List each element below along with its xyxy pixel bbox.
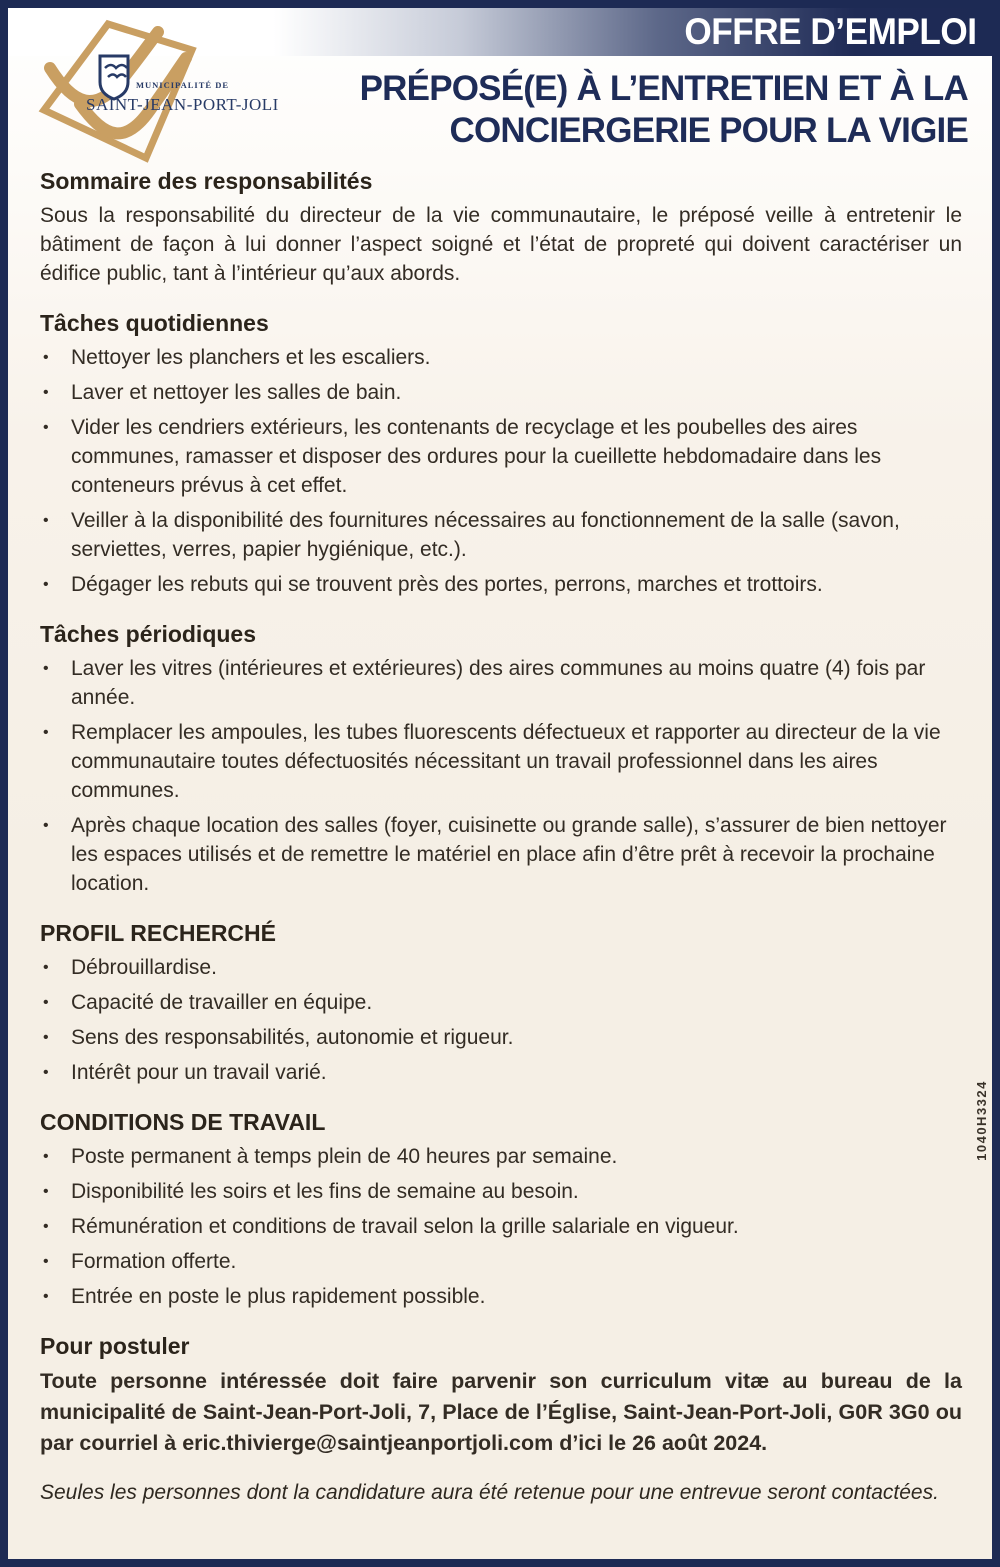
list-item: • Remplacer les ampoules, les tubes fluorescents défectueux et rapporter au directeur de la vie communautaire toutes défectuosités nécessitant un travail professionnel dans les aires communes. (40, 718, 962, 805)
municipality-logo (24, 16, 284, 176)
section-heading-sommaire: Sommaire des responsabilités (40, 168, 373, 194)
list-item: • Capacité de travailler en équipe. (40, 988, 962, 1017)
bullet-icon (40, 1142, 71, 1171)
list-item: • Laver les vitres (intérieures et extérieures) des aires communes au moins quatre (4) fois par année. (40, 654, 962, 712)
bullet-icon (40, 1212, 71, 1241)
bullet-icon (40, 378, 71, 407)
content (8, 152, 992, 1507)
list-item: • Disponibilité les soirs et les fins de semaine au besoin. (40, 1177, 962, 1206)
section-heading-taches-quotidiennes: Tâches quotidiennes (40, 310, 269, 336)
side-code-container (970, 1060, 992, 1180)
list-item: • Rémunération et conditions de travail selon la grille salariale en vigueur. (40, 1212, 962, 1241)
list-item: • Dégager les rebuts qui se trouvent près des portes, perrons, marches et trottoirs. (40, 570, 962, 599)
list-item: • Vider les cendriers extérieurs, les contenants de recyclage et les poubelles des aires communes, ramasser et disposer des ordures pour la cueillette hebdomadaire dans les conteneurs prévus à cet effet. (40, 413, 962, 500)
section-heading-taches-periodiques: Tâches périodiques (40, 621, 257, 647)
bullet-icon (40, 570, 71, 599)
bullet-icon (40, 811, 71, 898)
job-title-line1: PRÉPOSÉ(E) À L’ENTRETIEN ET À LA (359, 69, 968, 108)
bullet-icon (40, 1247, 71, 1276)
sommaire-paragraph: Sous la responsabilité du directeur de la vie communautaire, le préposé veille à entretenir le bâtiment de façon à lui donner l’aspect soigné et l’état de propreté qui doivent caractériser un édifice public, tant à l’intérieur qu’aux abords. (40, 204, 962, 285)
list-item: • Formation offerte. (40, 1247, 962, 1276)
list-item: • Veiller à la disponibilité des fournitures nécessaires au fonctionnement de la salle (savon, serviettes, verres, papier hygiénique, etc.). (40, 506, 962, 564)
list-item: • Nettoyer les planchers et les escaliers. (40, 343, 962, 372)
side-code: 1040H3324 (973, 1079, 989, 1161)
banner-title: OFFRE D’EMPLOI (683, 11, 976, 52)
list-item: • Laver et nettoyer les salles de bain. (40, 378, 962, 407)
list-item: • Intérêt pour un travail varié. (40, 1058, 962, 1087)
shield-icon (100, 56, 128, 99)
bullet-icon (40, 1177, 71, 1206)
job-title-line2: CONCIERGERIE POUR LA VIGIE (449, 111, 968, 150)
section-heading-profil: PROFIL RECHERCHÉ (40, 920, 276, 946)
bullet-icon (40, 1023, 71, 1052)
bullet-icon (40, 953, 71, 982)
footnote: Seules les personnes dont la candidature aura été retenue pour une entrevue seront contactées. (40, 1481, 939, 1504)
bullet-icon (40, 506, 71, 564)
logo-org-line1: MUNICIPALITÉ DE (136, 80, 230, 90)
logo-graphic (24, 16, 284, 176)
logo-org-line2: SAINT-JEAN-PORT-JOLI (86, 95, 279, 114)
bullet-icon (40, 343, 71, 372)
bullet-icon (40, 654, 71, 712)
section-heading-conditions: CONDITIONS DE TRAVAIL (40, 1109, 326, 1135)
section-heading-pour-postuler: Pour postuler (40, 1333, 190, 1359)
list-item: • Sens des responsabilités, autonomie et rigueur. (40, 1023, 962, 1052)
list-item: • Poste permanent à temps plein de 40 heures par semaine. (40, 1142, 962, 1171)
apply-paragraph: Toute personne intéressée doit faire parvenir son curriculum vitæ au bureau de la municipalité de Saint-Jean-Port-Joli, 7, Place de l’Église, Saint-Jean-Port-Joli, G0R 3G0 ou par courriel à eric.thivierge@saintjeanportjoli.com d’ici le 26 août 2024. (40, 1369, 962, 1455)
list-item: • Débrouillardise. (40, 953, 962, 982)
bullet-icon (40, 1282, 71, 1311)
list-item: • Après chaque location des salles (foyer, cuisinette ou grande salle), s’assurer de bien nettoyer les espaces utilisés et de remettre le matériel en place afin d’être prêt à recevoir la prochaine location. (40, 811, 962, 898)
bullet-icon (40, 988, 71, 1017)
bullet-icon (40, 413, 71, 500)
list-item: • Entrée en poste le plus rapidement possible. (40, 1282, 962, 1311)
bullet-icon (40, 1058, 71, 1087)
bullet-icon (40, 718, 71, 805)
